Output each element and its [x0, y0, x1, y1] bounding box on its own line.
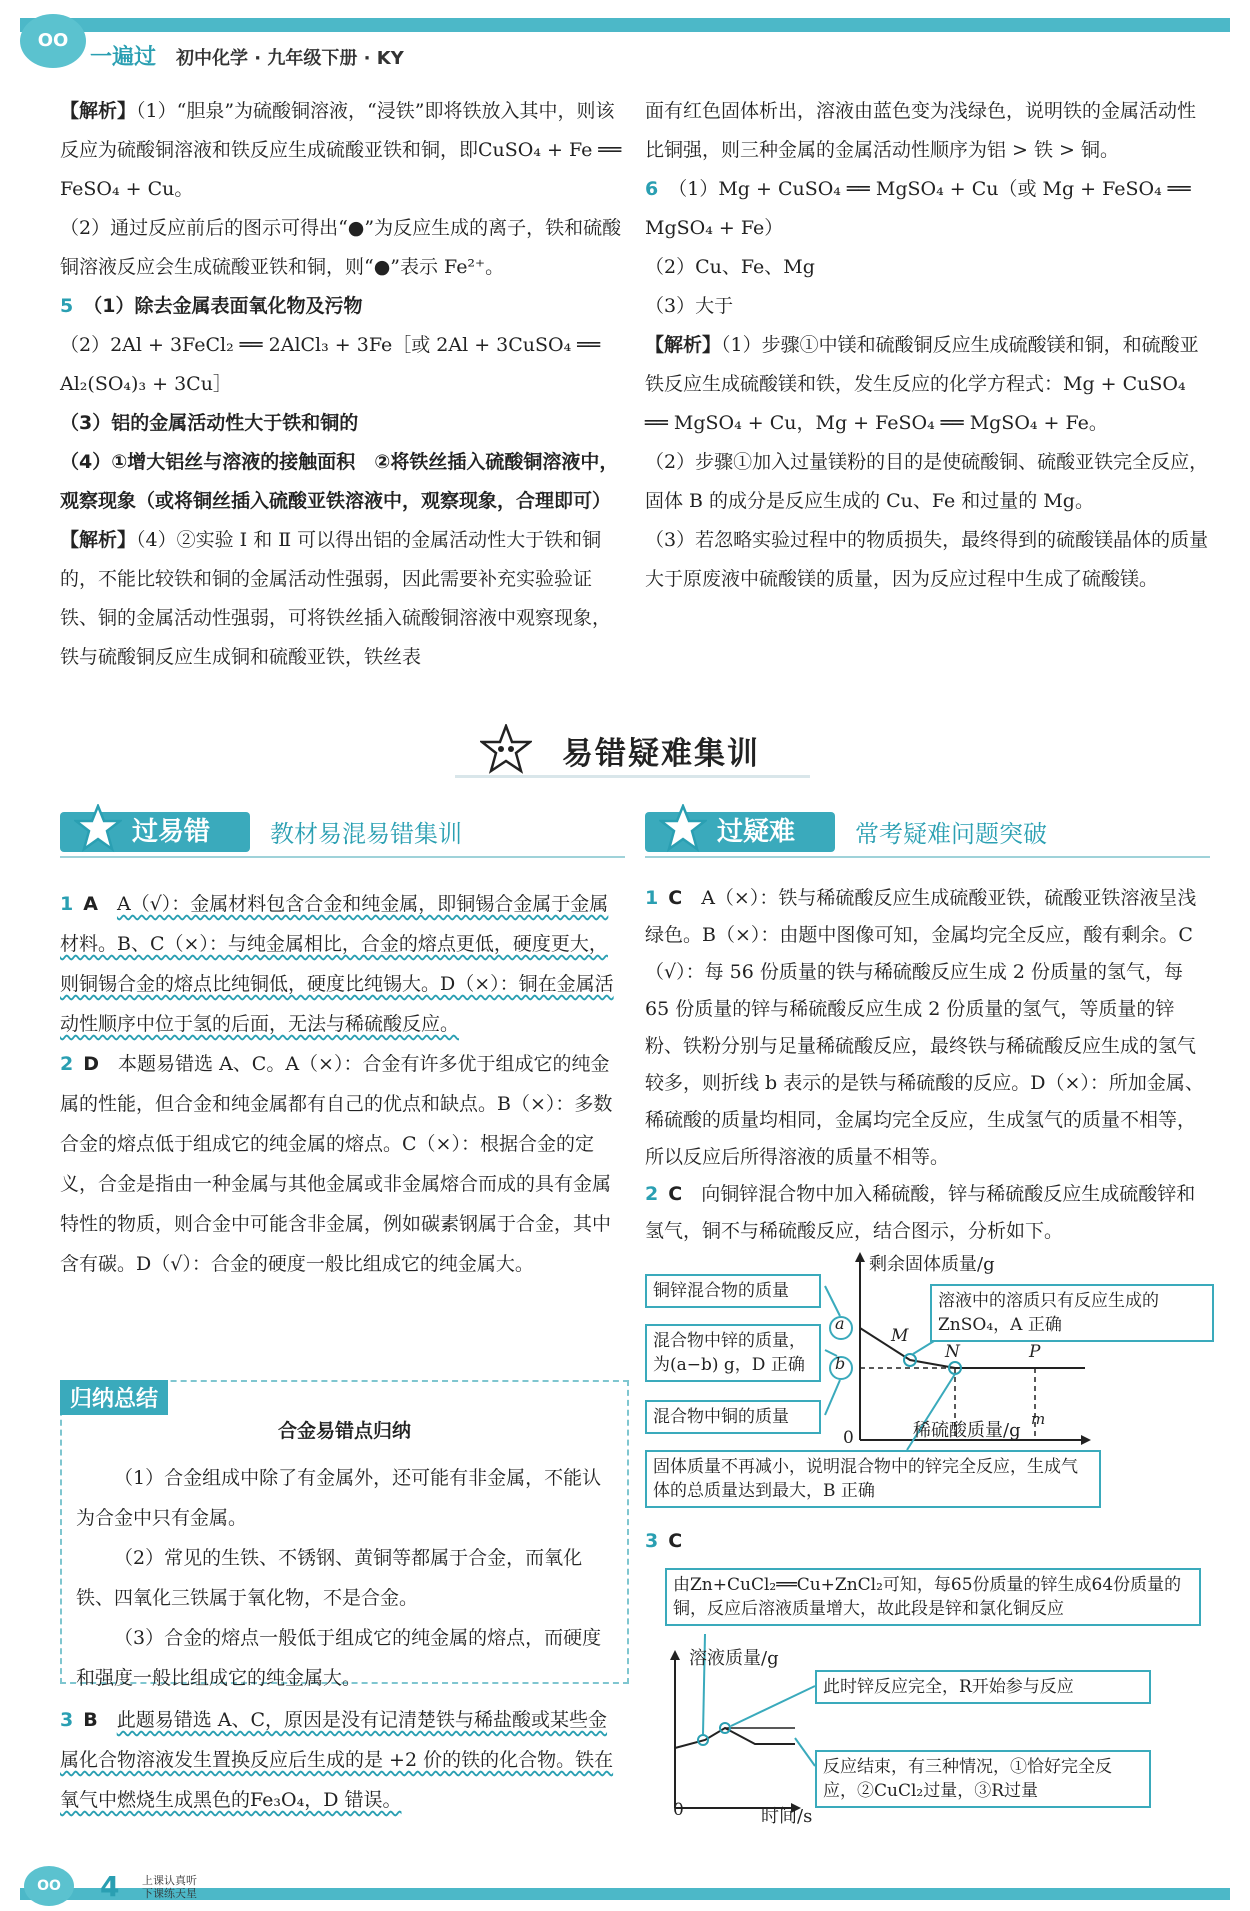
ribbon-rule [60, 856, 625, 858]
section-divider [455, 775, 810, 778]
point-n-label: N [945, 1342, 960, 1362]
brand-logo-icon: OO [20, 14, 86, 68]
annotation-box: 混合物中铜的质量 [645, 1400, 821, 1434]
slogan-line: 上课认真听 [142, 1874, 197, 1887]
section-title-text: 易错疑难集训 [562, 736, 760, 772]
annotation-box: 由Zn+CuCl₂══Cu+ZnCl₂可知，每65份质量的锌生成64份质量的铜，反应后溶液质量增大，故此段是锌和氯化铜反应 [665, 1568, 1201, 1626]
x-axis-label: 稀硫酸质量/g [913, 1420, 1021, 1441]
point-m-x-label: m [1031, 1410, 1046, 1428]
ribbon-tag: 过易错 [60, 812, 250, 852]
diagram-solid-mass [645, 1250, 1215, 1510]
answer-letter: D [83, 1053, 100, 1075]
question-number: 1 [60, 893, 74, 915]
brand-name: 一遍过 [90, 45, 157, 70]
point-b-label: b [835, 1354, 846, 1373]
point-p-label: P [1029, 1342, 1041, 1362]
question-number: 1 [645, 887, 659, 909]
analysis-text: （1）“胆泉”为硫酸铜溶液，“浸铁”即将铁放入其中，则该反应为硫酸铜溶液和铁反应生成硫酸亚铁和铜，即CuSO₄ + Fe ══ FeSO₄ + Cu。 [60, 100, 622, 200]
explanation-text: 向铜锌混合物中加入稀硫酸，锌与稀硫酸反应生成硫酸锌和氢气，铜不与稀硫酸反应，结合图示，分析如下。 [645, 1183, 1196, 1242]
page-number: 4 [100, 1870, 120, 1903]
q5-analysis [60, 521, 625, 677]
summary-title: 合金易错点归纳 [277, 1420, 411, 1442]
slogan-line: 下课练天星 [142, 1887, 197, 1900]
answer-letter: C [668, 1183, 683, 1205]
ribbon-easy-errors [60, 812, 625, 852]
ribbon-subtitle: 常考疑难问题突破 [855, 820, 1047, 848]
easy-q1 [60, 884, 625, 1044]
question-number: 2 [645, 1183, 659, 1205]
x-axis-label: 时间/s [761, 1806, 813, 1827]
answer-letter: C [668, 1530, 683, 1552]
question-number: 3 [60, 1709, 74, 1731]
hard-q3-line [645, 1522, 1210, 1561]
right-top-column [645, 92, 1210, 599]
question-number: 6 [645, 178, 659, 200]
star-mascot-icon [480, 724, 532, 774]
diagram-solution-mass [665, 1568, 1205, 1828]
section-title [480, 720, 800, 778]
q5-part4: （4）①增大铝丝与溶液的接触面积 ②将铁丝插入硫酸铜溶液中，观察现象（或将铜丝插入硫酸亚铁溶液中，观察现象，合理即可） [60, 451, 619, 512]
question-number: 3 [645, 1530, 659, 1552]
explanation-text: 此题易错选 A、C，原因是没有记清楚铁与稀盐酸或某些金属化合物溶液发生置换反应后生成的是 +2 价的铁的化合物。铁在氧气中燃烧生成黑色的Fe₃O₄，D 错误。 [60, 1709, 614, 1811]
brand-logo-icon: OO [24, 1866, 74, 1906]
hard-q3 [645, 1522, 1210, 1561]
q6-part2: （2）Cu、Fe、Mg [645, 256, 815, 278]
q6-part1 [645, 170, 1210, 248]
summary-item: （2）常见的生铁、不锈钢、黄铜等都属于合金，而氧化铁、四氧化三铁属于氧化物，不是合金。 [76, 1547, 583, 1609]
summary-label: 归纳总结 [60, 1380, 168, 1415]
origin-label: 0 [843, 1428, 854, 1448]
ribbon-hard-problems [645, 812, 1210, 852]
analysis-2: （2）通过反应前后的图示可得出“●”为反应生成的离子，铁和硫酸铜溶液反应会生成硫酸亚铁和铜，则“●”表示 Fe²⁺。 [60, 217, 622, 278]
q6-analysis-3: （3）若忽略实验过程中的物质损失，最终得到的硫酸镁晶体的质量大于原废液中硫酸镁的质量，因为反应过程中生成了硫酸镁。 [645, 529, 1209, 590]
header-stripe [20, 18, 1230, 32]
left-top-column [60, 92, 625, 677]
annotation-box: 固体质量不再减小，说明混合物中的锌完全反应，生成气体的总质量达到最大，B 正确 [645, 1450, 1101, 1508]
analysis-label: 【解析】 [60, 529, 137, 551]
q6-analysis-2: （2）步骤①加入过量镁粉的目的是使硫酸铜、硫酸亚铁完全反应，固体 B 的成分是反应生成的 Cu、Fe 和过量的 Mg。 [645, 451, 1209, 512]
annotation-box: 反应结束，有三种情况，①恰好完全反应，②CuCl₂过量，③R过量 [815, 1750, 1151, 1808]
question-number: 5 [60, 295, 74, 317]
ribbon-rule [645, 856, 1210, 858]
origin-label: 0 [673, 1800, 684, 1820]
summary-body [76, 1458, 616, 1698]
analysis-1 [60, 92, 625, 209]
q6-analysis-1 [645, 326, 1210, 443]
hard-q1 [645, 880, 1210, 1176]
summary-box [60, 1380, 629, 1689]
answer-letter: C [668, 887, 683, 909]
explanation-text: A（√）：金属材料包含合金和纯金属，即铜锡合金属于金属材料。B、C（×）：与纯金属相比，合金的熔点更低，硬度更大，则铜锡合金的熔点比纯铜低，硬度比纯锡大。D（×）：铜在金属活动性顺序中位于氢的后面，无法与稀硫酸反应。 [60, 893, 614, 1035]
analysis-text: （4）②实验 Ⅰ 和 Ⅱ 可以得出铝的金属活动性大于铁和铜的，不能比较铁和铜的金属活动性强弱，因此需要补充实验验证铁、铜的金属活动性强弱，可将铁丝插入硫酸铜溶液中观察现象，铁与硫酸铜反应生成铜和硫酸亚铁，铁丝表 [60, 529, 612, 668]
page-footer [0, 1860, 1250, 1911]
analysis-label: 【解析】 [645, 334, 722, 356]
easy-q2 [60, 1044, 625, 1284]
analysis-text: （1）步骤①中镁和硫酸铜反应生成硫酸镁和铜，和硫酸亚铁反应生成硫酸镁和铁，发生反应的化学方程式：Mg + CuSO₄ ══ MgSO₄ + Cu，Mg + FeSO₄ ══ MgSO₄ + Fe。 [645, 334, 1199, 434]
point-a-label: a [835, 1314, 845, 1333]
explanation-text: 本题易错选 A、C。A（×）：合金有许多优于组成它的纯金属的性能，但合金和纯金属都有自己的优点和缺点。B（×）：多数合金的熔点低于组成它的纯金属的熔点。C（×）：根据合金的定义，合金是指由一种金属与其他金属或非金属熔合而成的具有金属特性的物质，则合金中可能含非金属，例如碳素钢属于合金，其中含有碳。D（√）：合金的硬度一般比组成它的纯金属大。 [60, 1053, 613, 1275]
answer-letter: A [83, 893, 98, 915]
ribbon-subtitle: 教材易混易错集训 [270, 820, 462, 848]
point-m-label: M [891, 1326, 909, 1346]
star-mascot-icon [659, 804, 707, 854]
footer-stripe [20, 1888, 1230, 1900]
hard-q2 [645, 1176, 1210, 1250]
ribbon-tag: 过疑难 [645, 812, 835, 852]
answer-text: （1）Mg + CuSO₄ ══ MgSO₄ + Cu（或 Mg + FeSO₄ ══ MgSO₄ + Fe） [645, 178, 1191, 239]
right-bottom-column [645, 880, 1210, 1250]
left-bottom-q3 [60, 1700, 625, 1820]
page-header [0, 0, 1250, 80]
continued-text: 面有红色固体析出，溶液由蓝色变为浅绿色，说明铁的金属活动性比铜强，则三种金属的金属活动性顺序为铝 > 铁 > 铜。 [645, 100, 1197, 161]
annotation-box: 铜锌混合物的质量 [645, 1274, 821, 1308]
book-title: 初中化学 · 九年级下册 · KY [176, 48, 404, 69]
y-axis-label: 溶液质量/g [689, 1648, 779, 1669]
q6-part3: （3）大于 [645, 295, 734, 317]
q5-part1 [60, 287, 625, 326]
q5-part3: （3）铝的金属活动性大于铁和铜的 [60, 412, 359, 434]
summary-item: （1）合金组成中除了有金属外，还可能有非金属，不能认为合金中只有金属。 [76, 1467, 602, 1529]
question-number: 2 [60, 1053, 74, 1075]
footer-slogan [142, 1874, 197, 1900]
annotation-box: 混合物中锌的质量，为(a−b) g，D 正确 [645, 1324, 821, 1382]
summary-item: （3）合金的熔点一般低于组成它的纯金属的熔点，而硬度和强度一般比组成它的纯金属大。 [76, 1627, 602, 1689]
analysis-label: 【解析】 [60, 100, 137, 122]
q5-part2: （2）2Al + 3FeCl₂ ══ 2AlCl₃ + 3Fe［或 2Al + 3CuSO₄ ══ Al₂(SO₄)₃ + 3Cu］ [60, 334, 601, 395]
annotation-box: 溶液中的溶质只有反应生成的ZnSO₄，A 正确 [930, 1284, 1214, 1342]
answer-letter: B [83, 1709, 98, 1731]
y-axis-label: 剩余固体质量/g [869, 1254, 995, 1275]
explanation-text: A（×）：铁与稀硫酸反应生成硫酸亚铁，硫酸亚铁溶液呈浅绿色。B（×）：由题中图像可知，金属均完全反应，酸有剩余。C（√）：每 56 份质量的铁与稀硫酸反应生成 2 份质量的氢气，每 65 份质量的锌与稀硫酸反应生成 2 份质量的氢气，等质量的锌粉、铁粉分别与足量稀硫酸反应，最终铁与稀硫酸反应生成的氢气较多，则折线 b 表示的是铁与稀硫酸的反应。D（×）：所加金属、稀硫酸的质量均相同，金属均完全反应，生成氢气的质量不相等，所以反应后所得溶液的质量不相等。 [645, 887, 1204, 1168]
easy-q3 [60, 1700, 625, 1820]
left-bottom-column [60, 884, 625, 1284]
star-mascot-icon [74, 804, 122, 854]
answer-text: （1）除去金属表面氧化物及污物 [83, 295, 363, 317]
annotation-box: 此时锌反应完全，R开始参与反应 [815, 1670, 1151, 1704]
